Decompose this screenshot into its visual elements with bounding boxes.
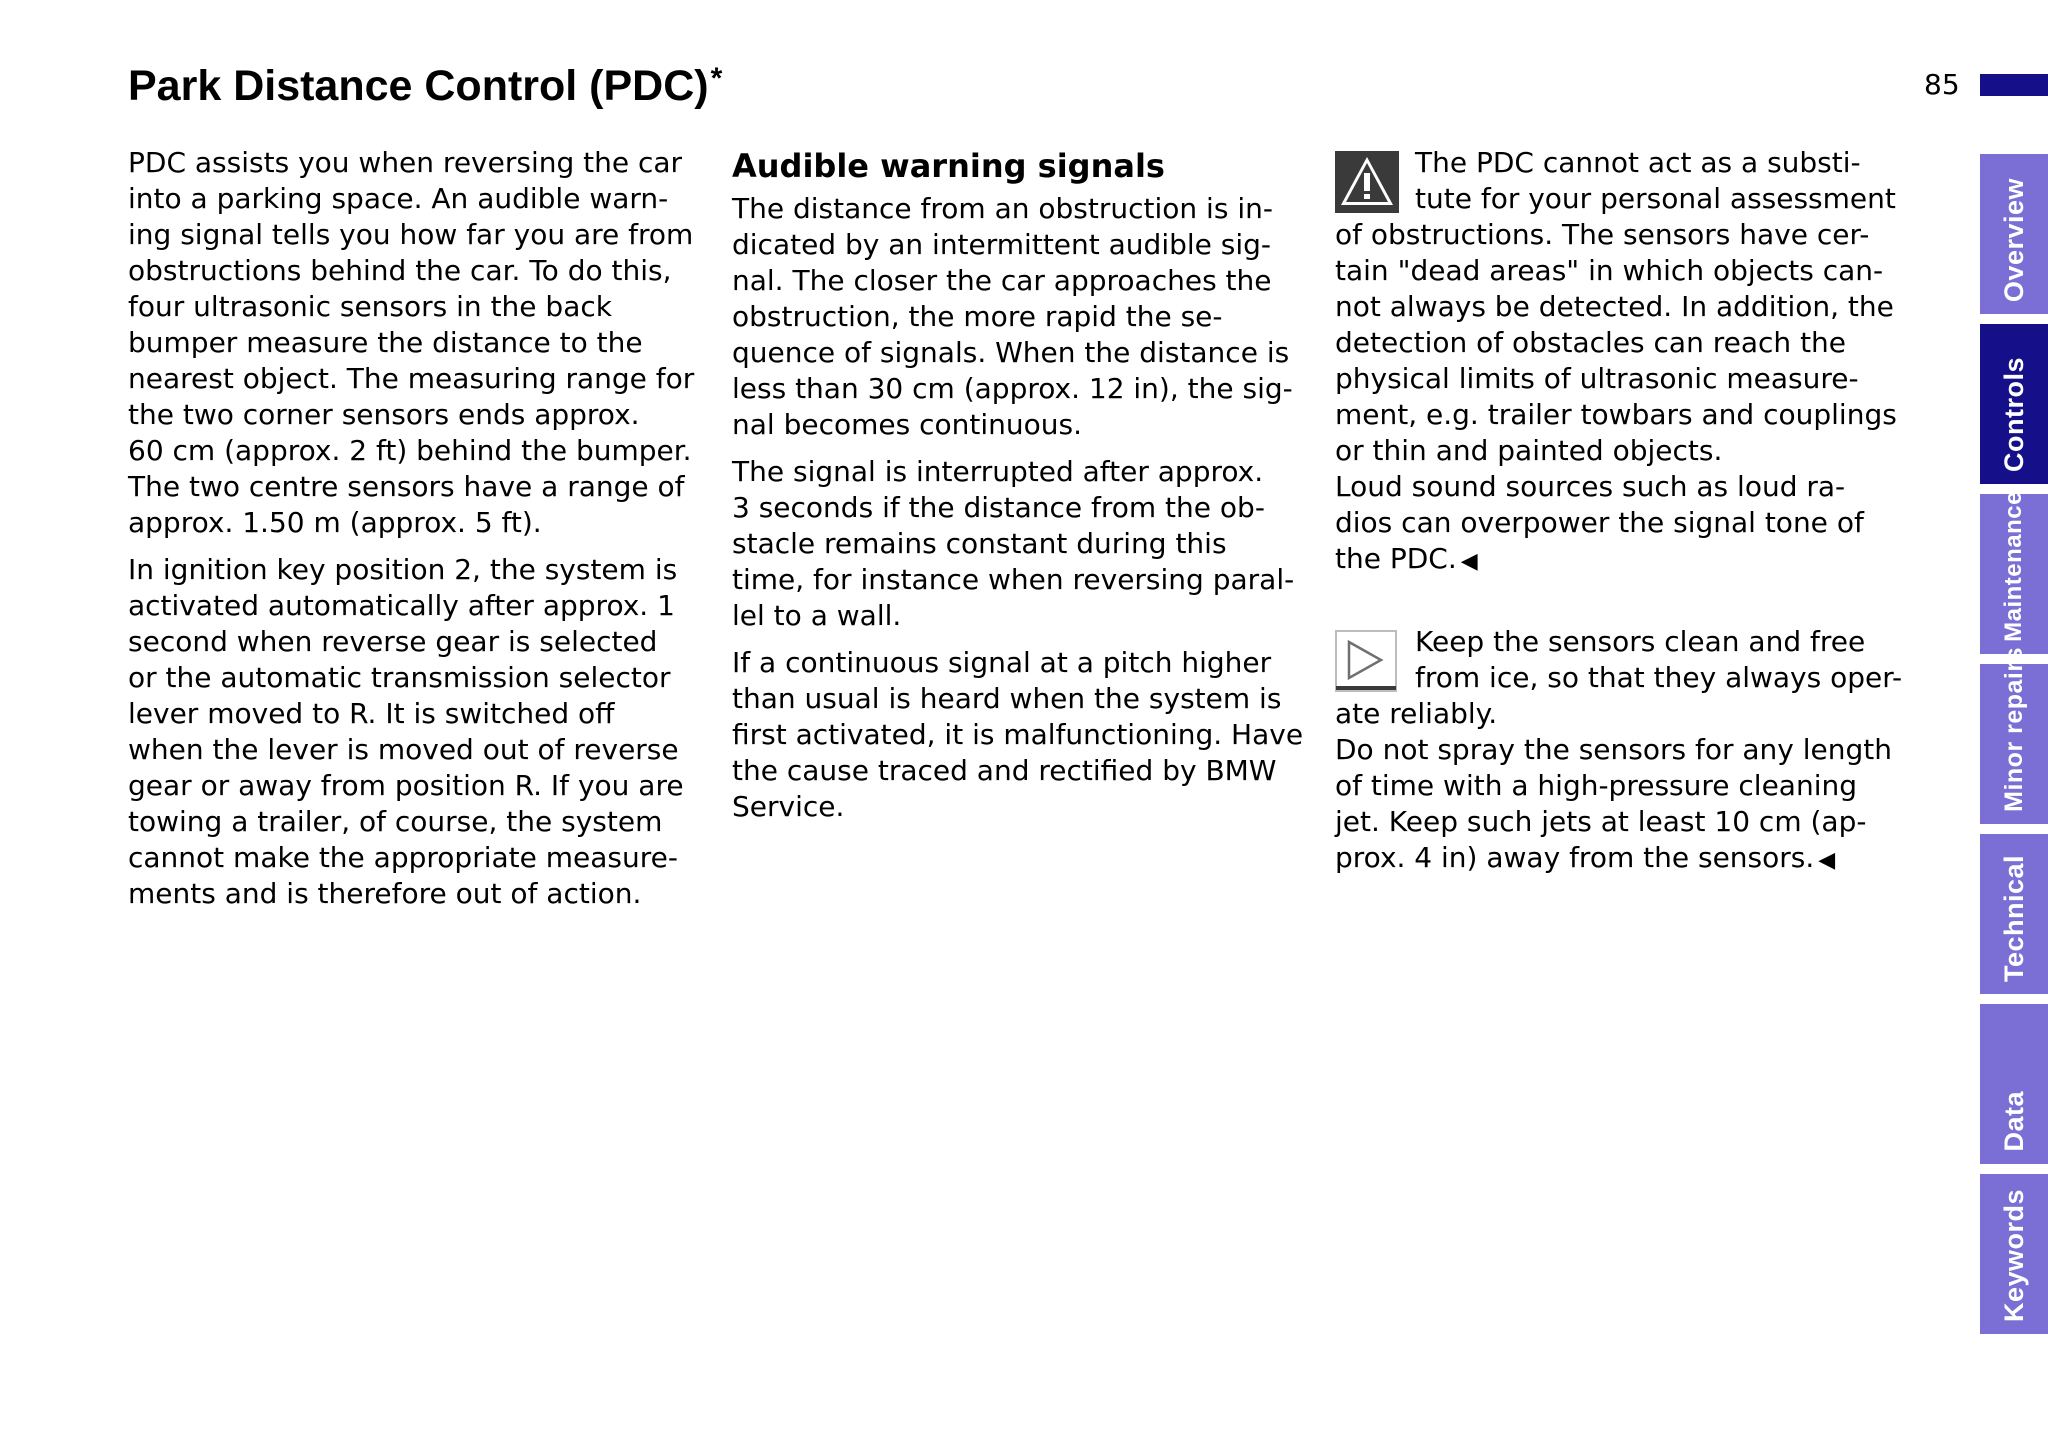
text-line: The signal is interrupted after approx. <box>732 455 1264 488</box>
end-of-note-marker: ◀ <box>1460 549 1478 574</box>
text-line: nal becomes continuous. <box>732 408 1082 441</box>
text-line: cannot make the appropriate measure- <box>128 841 678 874</box>
paragraph-malfunction <box>732 645 1312 825</box>
text-line: tute for your personal assessment <box>1415 182 1896 215</box>
text-line: bumper measure the distance to the <box>128 326 643 359</box>
text-line: from ice, so that they always oper- <box>1415 661 1903 694</box>
paragraph-signal-distance <box>732 191 1312 443</box>
text-line: ment, e.g. trailer towbars and couplings <box>1335 398 1897 431</box>
text-line: Keep the sensors clean and free <box>1415 625 1866 658</box>
tab-label: Controls <box>1998 357 2029 472</box>
text-line: less than 30 cm (approx. 12 in), the sig- <box>732 372 1293 405</box>
paragraph-activation <box>128 552 708 912</box>
note-arrow-icon <box>1335 630 1397 692</box>
page-title-text: Park Distance Control (PDC) <box>128 62 709 110</box>
tab-technical[interactable] <box>1980 834 2048 994</box>
section-heading-audible-warning: Audible warning signals <box>732 147 1165 185</box>
warning-triangle-icon <box>1335 151 1399 213</box>
text-line: the cause traced and rectified by BMW <box>732 754 1277 787</box>
text-line-last <box>1335 840 1935 879</box>
warning-text <box>1335 145 1935 580</box>
tab-label: Minor repairs <box>1999 647 2028 812</box>
text-line: gear or away from position R. If you are <box>128 769 684 802</box>
tab-overview[interactable] <box>1980 154 2048 314</box>
text-line: of time with a high-pressure cleaning <box>1335 769 1858 802</box>
text-line: The PDC cannot act as a substi- <box>1415 146 1861 179</box>
page-title <box>128 54 722 111</box>
end-of-note-marker: ◀ <box>1818 848 1836 873</box>
text-line: 3 seconds if the distance from the ob- <box>732 491 1265 524</box>
text-line: PDC assists you when reversing the car <box>128 146 683 179</box>
tab-controls[interactable] <box>1980 324 2048 484</box>
text-line-last <box>1335 541 1935 580</box>
text-line: approx. 1.50 m (approx. 5 ft). <box>128 506 542 539</box>
text-line: nearest object. The measuring range for <box>128 362 695 395</box>
text-line: nal. The closer the car approaches the <box>732 264 1272 297</box>
tab-label: Maintenance <box>2000 491 2027 642</box>
tab-label: Technical <box>1998 854 2029 982</box>
text-line: quence of signals. When the distance is <box>732 336 1290 369</box>
tab-minor-repairs[interactable] <box>1980 647 2048 824</box>
text-line: dios can overpower the signal tone of <box>1335 506 1864 539</box>
text-line: jet. Keep such jets at least 10 cm (ap- <box>1335 805 1867 838</box>
tab-label: Overview <box>1998 177 2029 302</box>
text-line: four ultrasonic sensors in the back <box>128 290 612 323</box>
tip-note <box>1335 624 1935 879</box>
text-line: dicated by an intermittent audible sig- <box>732 228 1272 261</box>
text-line: Service. <box>732 790 845 823</box>
text-line: or thin and painted objects. <box>1335 434 1723 467</box>
text-line: not always be detected. In addition, the <box>1335 290 1894 323</box>
text-line: obstruction, the more rapid the se- <box>732 300 1223 333</box>
text-fragment: prox. 4 in) away from the sensors. <box>1335 841 1815 874</box>
tab-label: Data <box>1998 1091 2029 1152</box>
tip-text <box>1335 624 1935 879</box>
text-line: The distance from an obstruction is in- <box>732 192 1273 225</box>
warning-note <box>1335 145 1935 580</box>
text-line: second when reverse gear is selected <box>128 625 658 658</box>
text-fragment: the PDC. <box>1335 542 1457 575</box>
paragraph-signal-interrupted <box>732 454 1312 634</box>
text-line: the two corner sensors ends approx. <box>128 398 640 431</box>
text-line: Loud sound sources such as loud ra- <box>1335 470 1846 503</box>
text-line: In ignition key position 2, the system is <box>128 553 678 586</box>
text-line: physical limits of ultrasonic measure- <box>1335 362 1859 395</box>
text-line: time, for instance when reversing paral- <box>732 563 1295 596</box>
text-line: than usual is heard when the system is <box>732 682 1282 715</box>
column-1 <box>128 145 708 923</box>
page-number: 85 <box>1924 68 1960 101</box>
text-line: obstructions behind the car. To do this, <box>128 254 672 287</box>
column-2 <box>732 145 1312 836</box>
text-line: activated automatically after approx. 1 <box>128 589 675 622</box>
tab-data[interactable] <box>1980 1004 2048 1164</box>
text-line: or the automatic transmission selector <box>128 661 671 694</box>
text-line: towing a trailer, of course, the system <box>128 805 663 838</box>
optional-equipment-asterisk: * <box>710 62 723 95</box>
text-line: 60 cm (approx. 2 ft) behind the bumper. <box>128 434 692 467</box>
text-line: lel to a wall. <box>732 599 902 632</box>
spacer <box>1335 580 1935 624</box>
paragraph-pdc-intro <box>128 145 708 541</box>
text-line: detection of obstacles can reach the <box>1335 326 1847 359</box>
text-line: first activated, it is malfunctioning. Have <box>732 718 1304 751</box>
text-line: ate reliably. <box>1335 697 1498 730</box>
text-line: stacle remains constant during this <box>732 527 1227 560</box>
text-line: The two centre sensors have a range of <box>128 470 685 503</box>
column-3 <box>1335 145 1935 879</box>
tab-label: Keywords <box>1998 1188 2029 1322</box>
text-line: ments and is therefore out of action. <box>128 877 642 910</box>
text-line: If a continuous signal at a pitch higher <box>732 646 1272 679</box>
text-line: Do not spray the sensors for any length <box>1335 733 1893 766</box>
tab-keywords[interactable] <box>1980 1174 2048 1334</box>
text-line: into a parking space. An audible warn- <box>128 182 669 215</box>
tab-maintenance[interactable] <box>1980 491 2048 654</box>
text-line: when the lever is moved out of reverse <box>128 733 679 766</box>
text-line: ing signal tells you how far you are from <box>128 218 694 251</box>
text-line: tain "dead areas" in which objects can- <box>1335 254 1884 287</box>
page-marker-bar <box>1980 74 2048 96</box>
text-line: lever moved to R. It is switched off <box>128 697 615 730</box>
text-line: of obstructions. The sensors have cer- <box>1335 218 1870 251</box>
